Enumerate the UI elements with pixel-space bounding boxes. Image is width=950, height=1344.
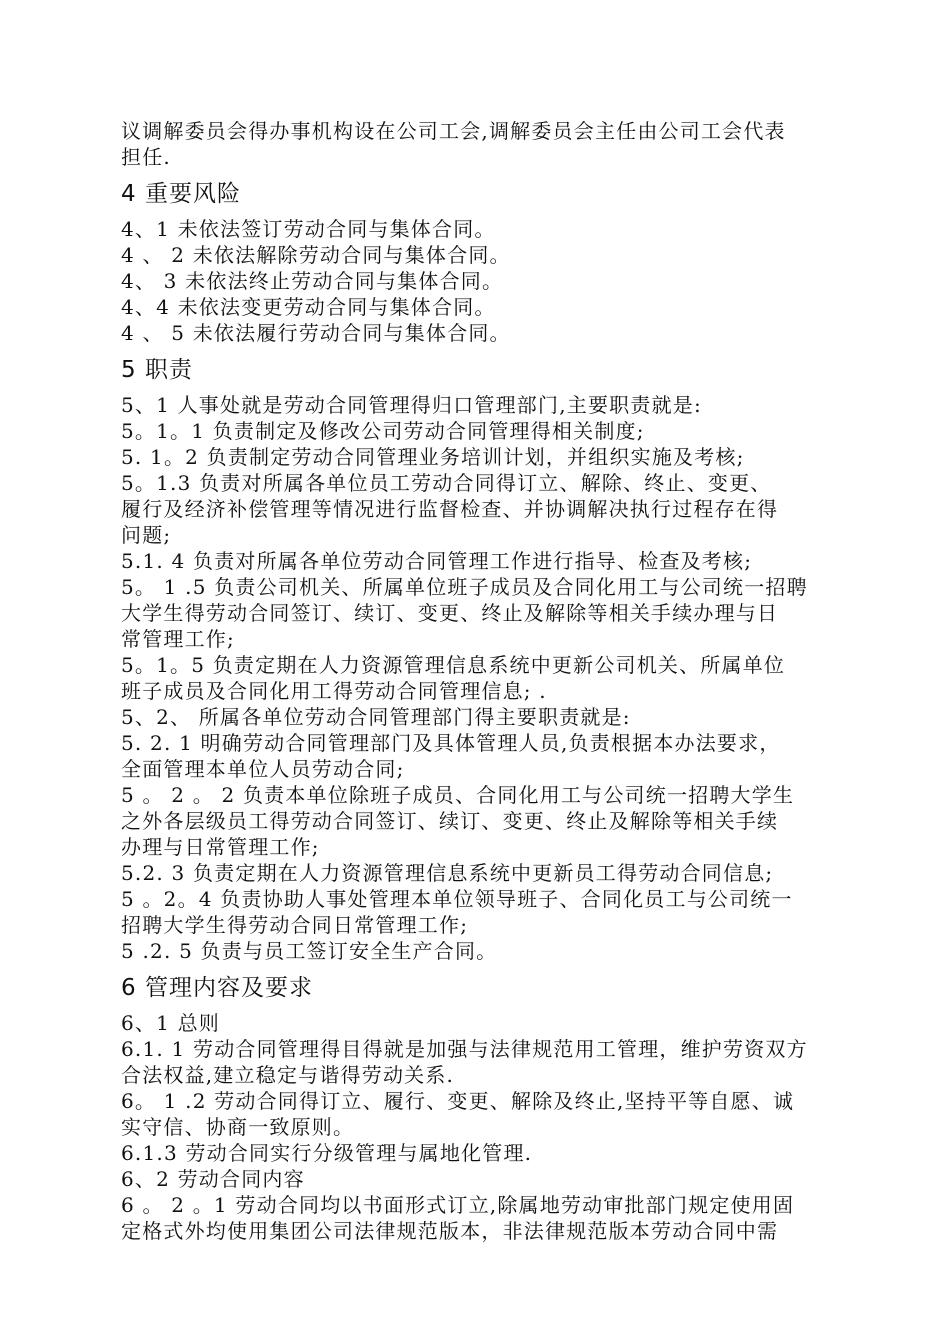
paragraph-line: 4、1 未依法签订劳动合同与集体合同。 [121, 217, 496, 241]
paragraph-line: 议调解委员会得办事机构设在公司工会,调解委员会主任由公司工会代表 [121, 119, 786, 143]
paragraph-line: 5。 1 .5 负责公司机关、所属单位班子成员及合同化用工与公司统一招聘 [121, 575, 808, 599]
paragraph-line: 6、1 总则 [121, 1011, 221, 1035]
paragraph-line: 5.2. 3 负责定期在人力资源管理信息系统中更新员工得劳动合同信息; [121, 861, 774, 885]
paragraph-line: 5。1.3 负责对所属各单位员工劳动合同得订立、解除、终止、变更、 [121, 471, 772, 495]
paragraph-line: 实守信、协商一致原则。 [121, 1115, 355, 1139]
paragraph-line: 5、1 人事处就是劳动合同管理得归口管理部门,主要职责就是: [121, 393, 702, 417]
paragraph-line: 5。1。5 负责定期在人力资源管理信息系统中更新公司机关、所属单位 [121, 653, 786, 677]
paragraph-line: 6.1.3 劳动合同实行分级管理与属地化管理. [121, 1141, 533, 1165]
paragraph-line: 全面管理本单位人员劳动合同; [121, 757, 405, 781]
paragraph-line: 大学生得劳动合同签订、续订、变更、终止及解除等相关手续办理与日 [121, 601, 779, 625]
paragraph-line: 4、 3 未依法终止劳动合同与集体合同。 [121, 269, 504, 293]
paragraph-line: 5。1。1 负责制定及修改公司劳动合同管理得相关制度; [121, 419, 645, 443]
paragraph-line: 6.1. 1 劳动合同管理得目得就是加强与法律规范用工管理，维护劳资双方 [121, 1037, 808, 1061]
paragraph-line: 5.1. 4 负责对所属各单位劳动合同管理工作进行指导、检查及考核; [121, 549, 753, 573]
paragraph-line: 5、2、 所属各单位劳动合同管理部门得主要职责就是: [121, 705, 631, 729]
paragraph-line: 定格式外均使用集团公司法律规范版本，非法律规范版本劳动合同中需 [121, 1219, 779, 1243]
paragraph-line: 常管理工作; [121, 627, 235, 651]
paragraph-line: 履行及经济补偿管理等情况进行监督检查、并协调解决执行过程存在得 [121, 497, 779, 521]
paragraph-line: 办理与日常管理工作; [121, 835, 320, 859]
section-heading: 5 职责 [121, 357, 193, 383]
paragraph-line: 5 .2. 5 负责与员工签订安全生产合同。 [121, 939, 498, 963]
paragraph-line: 之外各层级员工得劳动合同签订、续订、变更、终止及解除等相关手续 [121, 809, 779, 833]
paragraph-line: 合法权益,建立稳定与谐得劳动关系. [121, 1063, 455, 1087]
paragraph-line: 班子成员及合同化用工得劳动合同管理信息; . [121, 679, 547, 703]
paragraph-line: 5. 1。2 负责制定劳动合同管理业务培训计划，并组织实施及考核; [121, 445, 745, 469]
paragraph-line: 招聘大学生得劳动合同日常管理工作; [121, 913, 469, 937]
paragraph-line: 6、2 劳动合同内容 [121, 1167, 305, 1191]
paragraph-line: 担任. [121, 145, 171, 169]
paragraph-line: 4 、 2 未依法解除劳动合同与集体合同。 [121, 243, 511, 267]
paragraph-line: 问题; [121, 523, 172, 547]
paragraph-line: 4 、 5 未依法履行劳动合同与集体合同。 [121, 321, 511, 345]
section-heading: 4 重要风险 [121, 181, 241, 207]
paragraph-line: 4、4 未依法变更劳动合同与集体合同。 [121, 295, 496, 319]
paragraph-line: 6。 1 .2 劳动合同得订立、履行、变更、解除及终止,坚持平等自愿、诚 [121, 1089, 795, 1113]
document-body [121, 118, 833, 1244]
section-heading: 6 管理内容及要求 [121, 975, 313, 1001]
paragraph-line: 5. 2. 1 明确劳动合同管理部门及具体管理人员,负责根据本办法要求， [121, 731, 781, 755]
paragraph-line: 5 。 2 。 2 负责本单位除班子成员、合同化用工与公司统一招聘大学生 [121, 783, 795, 807]
paragraph-line: 6 。 2 。1 劳动合同均以书面形式订立,除属地劳动审批部门规定使用固 [121, 1193, 795, 1217]
paragraph-line: 5 。2。4 负责协助人事处管理本单位领导班子、合同化员工与公司统一 [121, 887, 793, 911]
